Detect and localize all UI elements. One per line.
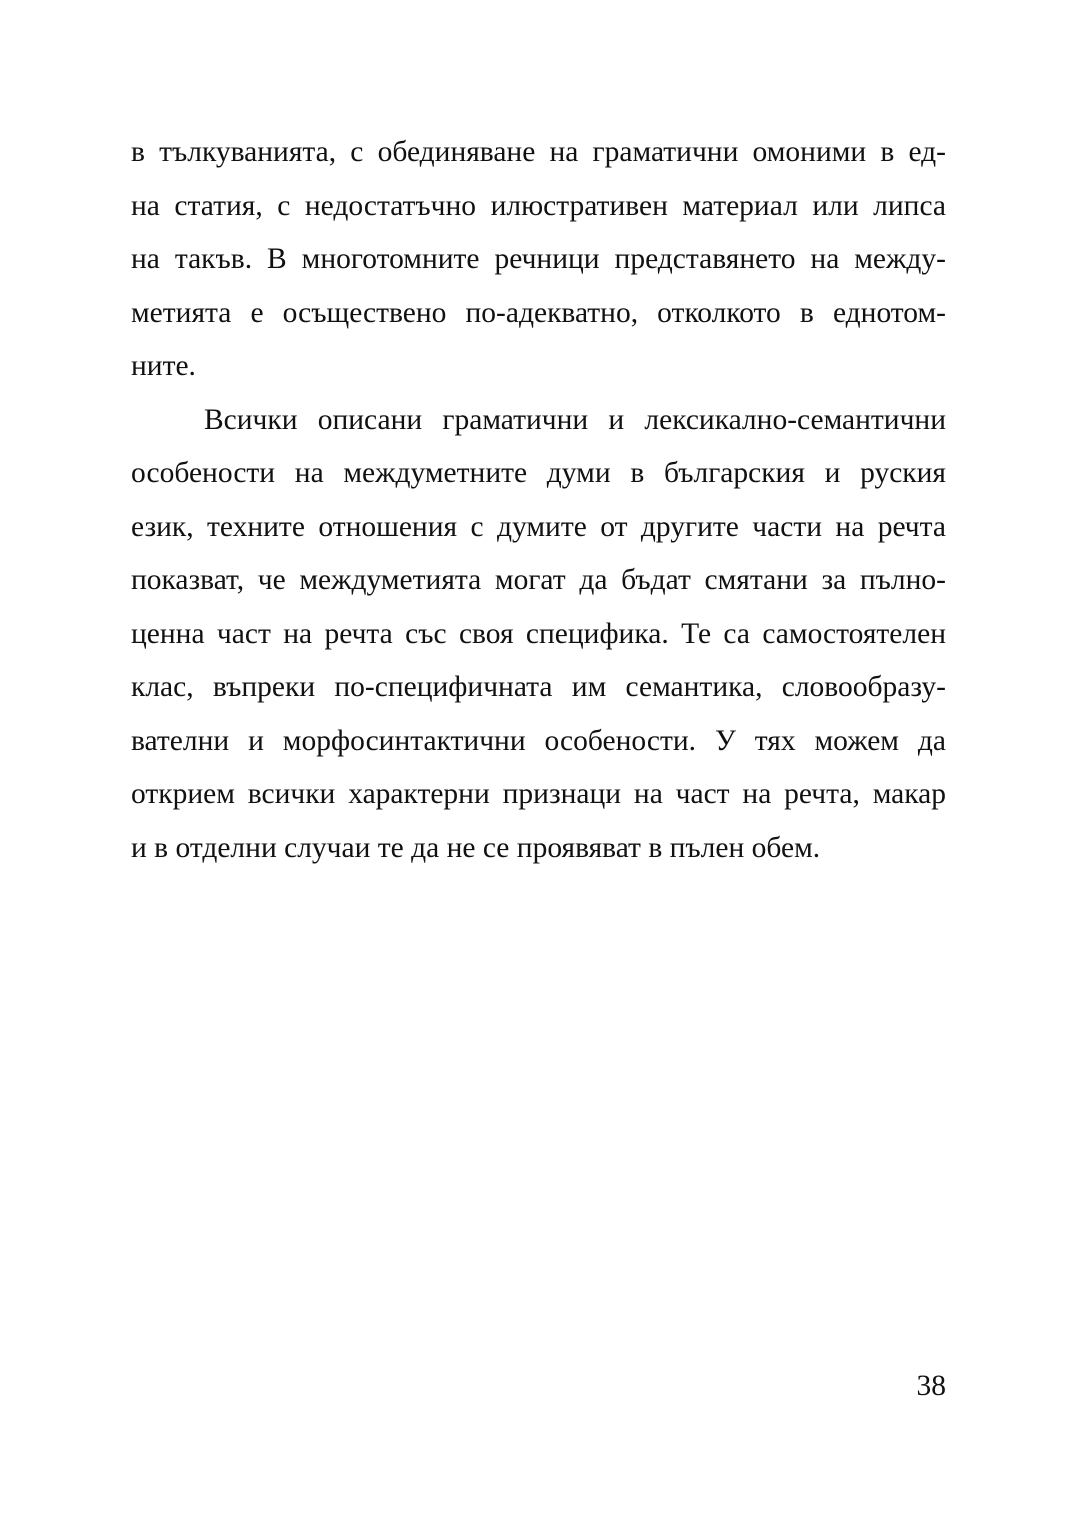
text-line: особености на междуметните думи в българския и руския bbox=[131, 457, 946, 489]
text-line: клас, въпреки по-специфичната им семантика, словообразу- bbox=[131, 671, 946, 703]
paragraph-1 bbox=[131, 126, 946, 394]
text-line: ценна част на речта със своя специфика. Те са самостоятелен bbox=[131, 617, 946, 650]
text-line: и в отделни случаи те да не се проявяват в пълен обем. bbox=[131, 831, 821, 864]
body-text bbox=[131, 126, 946, 875]
text-line: открием всички характерни признаци на част на речта, макар bbox=[131, 778, 946, 810]
text-line: на статия, с недостатъчно илюстративен материал или липса bbox=[131, 189, 946, 222]
page-number: 38 bbox=[916, 1370, 946, 1402]
text-line: метията е осъществено по-адекватно, отколкото в еднотом- bbox=[131, 296, 946, 329]
text-line: на такъв. В многотомните речници представянето на между- bbox=[131, 243, 946, 275]
text-line: Всички описани граматични и лексикално-семантични bbox=[204, 403, 946, 436]
text-line: език, техните отношения с думите от другите части на речта bbox=[131, 510, 946, 543]
text-line: в тълкуванията, с обединяване на граматични омоними в ед- bbox=[131, 136, 946, 168]
paragraph-2 bbox=[131, 394, 946, 876]
text-line: вателни и морфосинтактични особености. У тях можем да bbox=[131, 724, 946, 757]
text-line: показват, че междуметията могат да бъдат смятани за пълно- bbox=[131, 564, 946, 596]
text-line: ните. bbox=[131, 350, 196, 382]
